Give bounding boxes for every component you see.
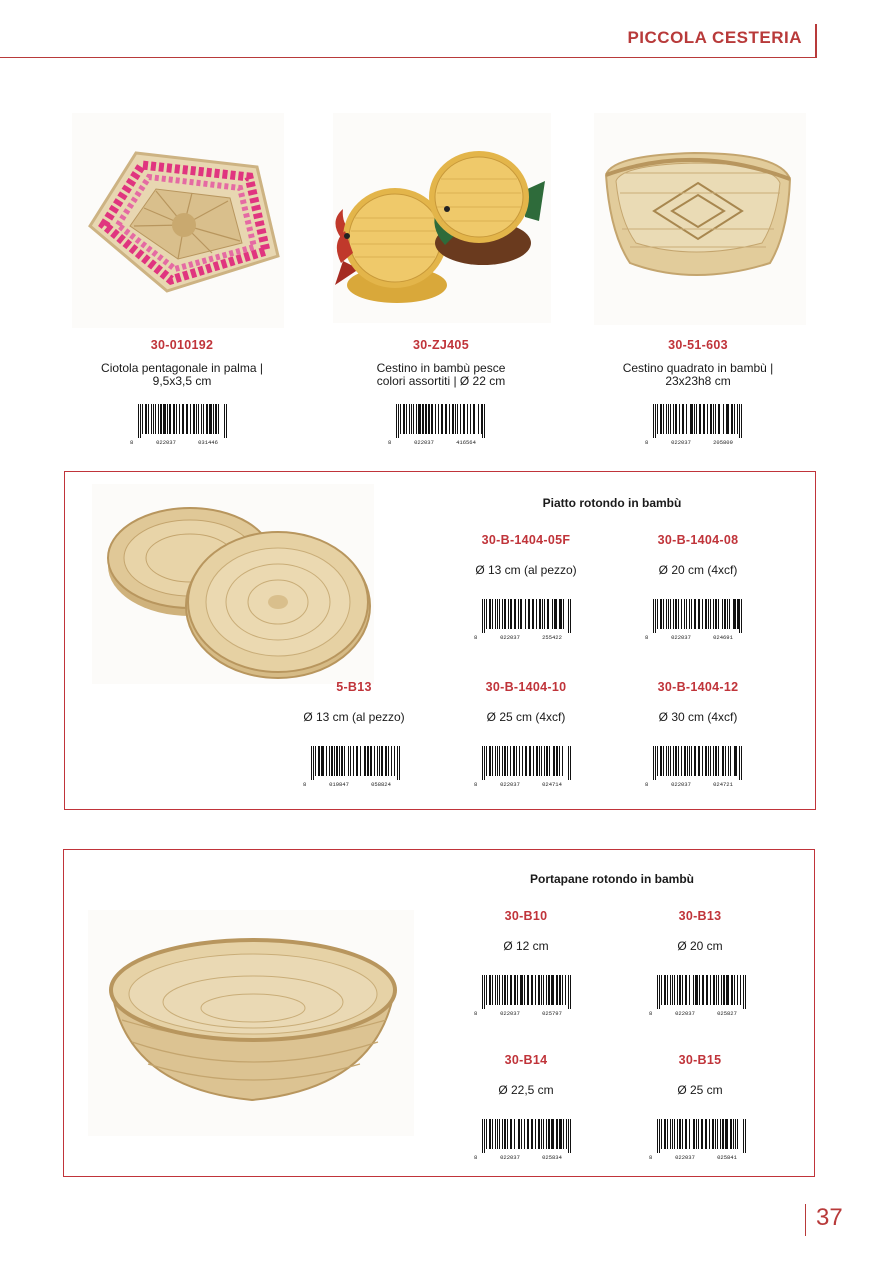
header-rule — [0, 57, 817, 58]
barcode — [641, 404, 753, 446]
product-size: Ø 12 cm — [503, 939, 549, 953]
description-line-2: 9,5x3,5 cm — [152, 374, 212, 388]
svg-text:8: 8 — [130, 439, 134, 446]
product-size: Ø 13 cm (al pezzo) — [475, 563, 577, 577]
group-title: Piatto rotondo in bambù — [542, 496, 682, 510]
svg-text:022037: 022037 — [500, 1154, 520, 1161]
svg-text:031446: 031446 — [198, 439, 218, 446]
svg-text:022037: 022037 — [500, 781, 520, 788]
product-size: Ø 30 cm (4xcf) — [658, 710, 738, 724]
product-image-bamboo-plates — [92, 484, 374, 684]
barcode — [470, 975, 582, 1017]
svg-text:8: 8 — [474, 1154, 478, 1161]
svg-text:8: 8 — [474, 781, 478, 788]
svg-text:022037: 022037 — [675, 1010, 695, 1017]
product-image-pentagonal-bowl — [72, 113, 284, 328]
svg-text:8: 8 — [474, 1010, 478, 1017]
svg-text:022037: 022037 — [500, 1010, 520, 1017]
svg-text:025841: 025841 — [717, 1154, 737, 1161]
description-line-2: 23x23h8 cm — [665, 374, 731, 388]
svg-text:022037: 022037 — [671, 781, 691, 788]
svg-text:024721: 024721 — [713, 781, 733, 788]
product-code: 30-B10 — [504, 909, 548, 923]
description-line-2: colori assortiti | Ø 22 cm — [376, 374, 506, 388]
svg-text:416564: 416564 — [456, 439, 476, 446]
svg-text:025797: 025797 — [542, 1010, 562, 1017]
svg-text:025834: 025834 — [542, 1154, 562, 1161]
product-size: Ø 25 cm (4xcf) — [486, 710, 566, 724]
svg-text:022037: 022037 — [675, 1154, 695, 1161]
product-image-fish-basket — [333, 113, 551, 323]
product-size: Ø 22,5 cm — [498, 1083, 554, 1097]
svg-text:8: 8 — [645, 634, 649, 641]
svg-text:8: 8 — [649, 1010, 653, 1017]
barcode — [641, 746, 753, 788]
barcode — [299, 746, 411, 788]
product-code: 30-B14 — [504, 1053, 548, 1067]
svg-text:024714: 024714 — [542, 781, 562, 788]
barcode — [470, 599, 582, 641]
header-tick — [815, 24, 817, 58]
barcode — [126, 404, 238, 446]
product-size: Ø 13 cm (al pezzo) — [303, 710, 405, 724]
product-code: 30-B15 — [678, 1053, 722, 1067]
description-line-1: Cestino in bambù pesce — [376, 361, 506, 375]
svg-text:255422: 255422 — [542, 634, 562, 641]
svg-text:058824: 058824 — [371, 781, 391, 788]
page-number: 37 — [816, 1204, 843, 1231]
svg-text:022037: 022037 — [156, 439, 176, 446]
product-code: 5-B13 — [336, 680, 372, 694]
page-number-rule — [805, 1204, 806, 1236]
svg-text:019847: 019847 — [329, 781, 349, 788]
product-code: 30-51-603 — [668, 338, 728, 352]
product-image-bread-basket — [88, 910, 414, 1136]
product-image-square-basket — [594, 113, 806, 325]
product-description — [64, 362, 300, 388]
svg-text:022037: 022037 — [414, 439, 434, 446]
svg-text:022037: 022037 — [671, 634, 691, 641]
svg-text:025827: 025827 — [717, 1010, 737, 1017]
svg-text:8: 8 — [649, 1154, 653, 1161]
svg-text:8: 8 — [474, 634, 478, 641]
product-size: Ø 25 cm — [677, 1083, 723, 1097]
barcode — [645, 975, 757, 1017]
product-code: 30-B-1404-08 — [657, 533, 739, 547]
barcode — [641, 599, 753, 641]
product-code: 30-B-1404-05F — [481, 533, 571, 547]
svg-text:8: 8 — [303, 781, 307, 788]
product-code: 30-B-1404-12 — [657, 680, 739, 694]
svg-text:205809: 205809 — [713, 439, 733, 446]
product-code: 30-ZJ405 — [413, 338, 469, 352]
product-code: 30-010192 — [150, 338, 214, 352]
product-description — [580, 362, 816, 388]
barcode — [645, 1119, 757, 1161]
product-description — [323, 362, 559, 388]
barcode — [470, 1119, 582, 1161]
svg-text:8: 8 — [645, 781, 649, 788]
product-size: Ø 20 cm — [677, 939, 723, 953]
group-title: Portapane rotondo in bambù — [530, 872, 694, 886]
barcode — [470, 746, 582, 788]
product-code: 30-B-1404-10 — [485, 680, 567, 694]
section-title: PICCOLA CESTERIA — [627, 28, 802, 47]
svg-text:024691: 024691 — [713, 634, 733, 641]
description-line-1: Ciotola pentagonale in palma | — [101, 361, 263, 375]
svg-text:022037: 022037 — [671, 439, 691, 446]
barcode — [384, 404, 496, 446]
svg-text:8: 8 — [388, 439, 392, 446]
svg-text:8: 8 — [645, 439, 649, 446]
product-size: Ø 20 cm (4xcf) — [658, 563, 738, 577]
product-code: 30-B13 — [678, 909, 722, 923]
description-line-1: Cestino quadrato in bambù | — [622, 361, 774, 375]
svg-text:022037: 022037 — [500, 634, 520, 641]
